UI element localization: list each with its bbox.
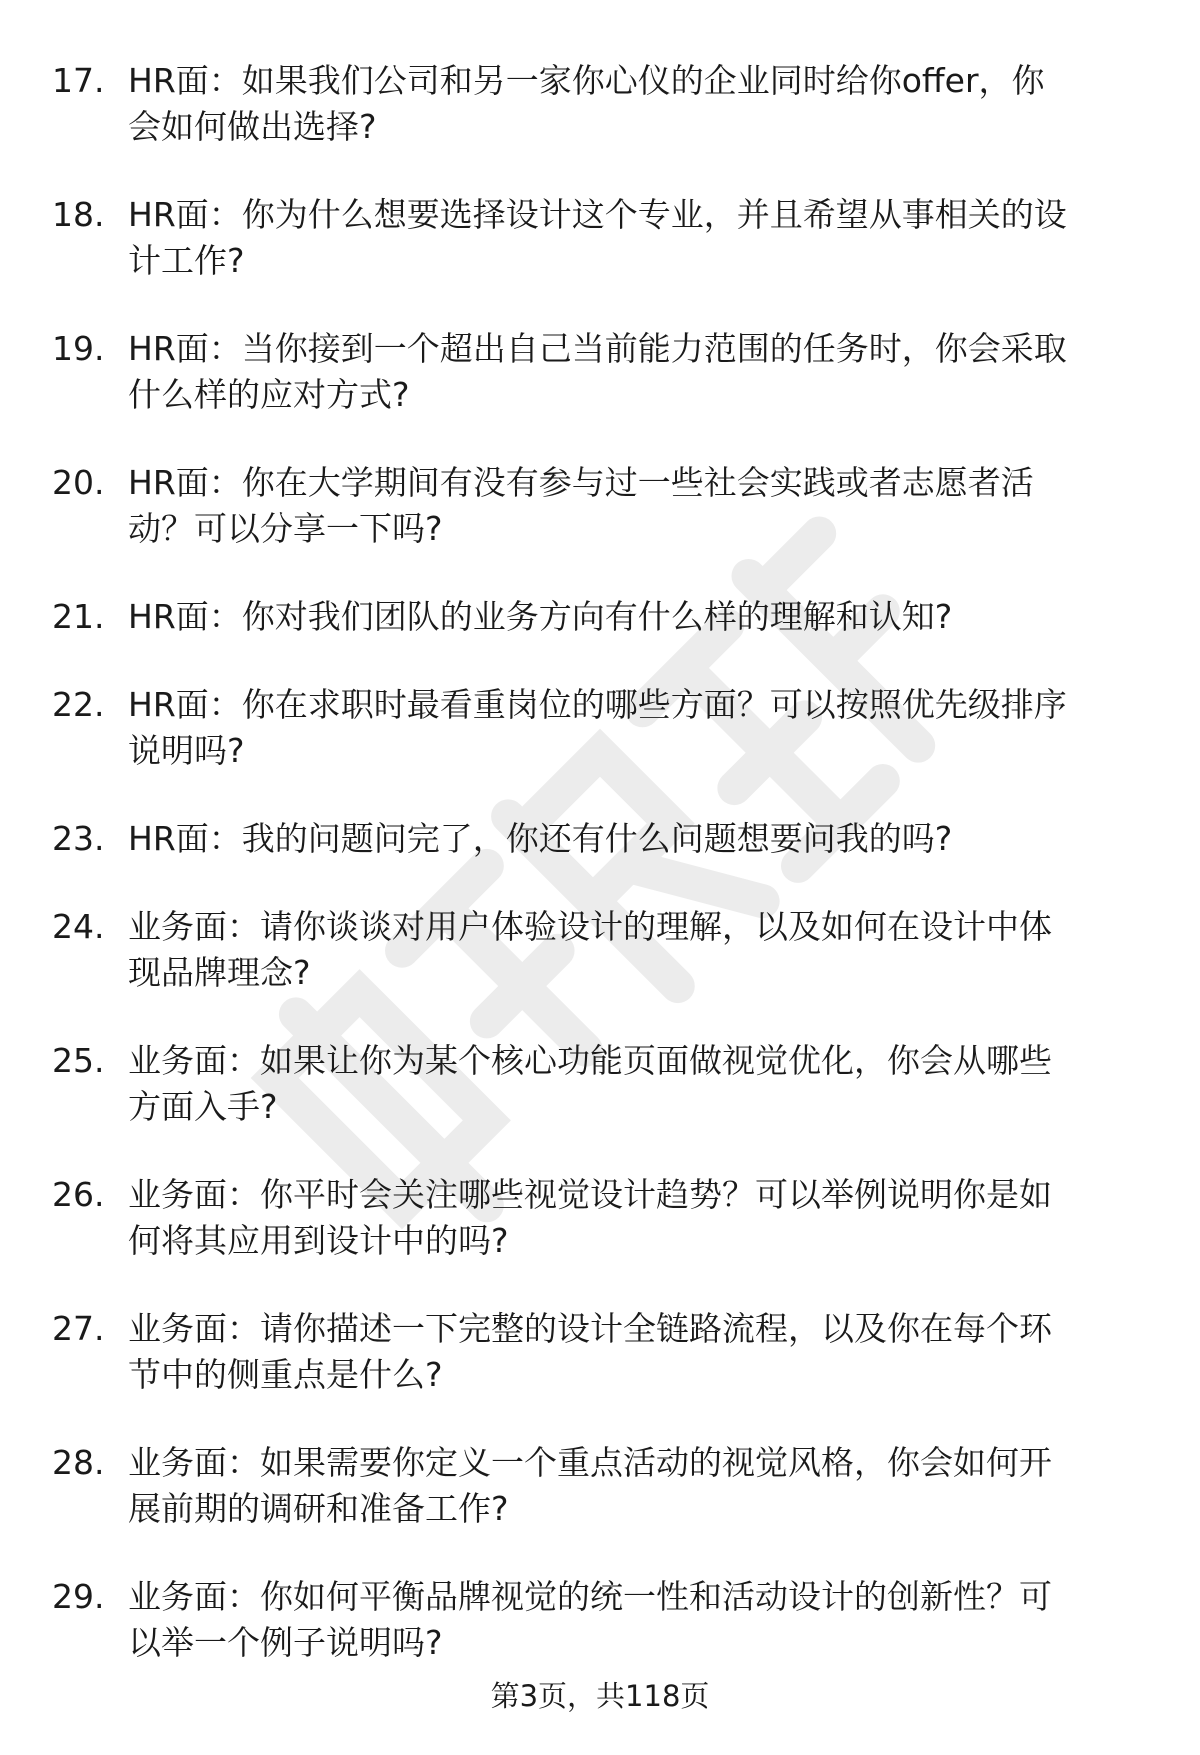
question-list (52, 58, 1152, 1708)
list-item (52, 1440, 1152, 1574)
list-item (52, 904, 1152, 1038)
question-line: 什么样的应对方式? (128, 375, 410, 414)
question-text (128, 1574, 1200, 1666)
list-item (52, 594, 1152, 682)
question-text (128, 1306, 1200, 1398)
question-number: 28. (52, 1443, 105, 1482)
question-number: 17. (52, 61, 105, 100)
question-text (128, 58, 1200, 150)
question-text (128, 326, 1200, 418)
question-line: 展前期的调研和准备工作? (128, 1489, 509, 1528)
question-number: 20. (52, 463, 105, 502)
list-item (52, 682, 1152, 816)
list-item (52, 326, 1152, 460)
question-line: 计工作? (128, 241, 245, 280)
list-item (52, 58, 1152, 192)
question-text (128, 816, 1200, 862)
question-line: HR面：你为什么想要选择设计这个专业，并且希望从事相关的设 (128, 195, 1067, 234)
question-line: HR面：你在大学期间有没有参与过一些社会实践或者志愿者活 (128, 463, 1034, 502)
question-number: 21. (52, 597, 105, 636)
question-line: 业务面：你如何平衡品牌视觉的统一性和活动设计的创新性？可 (128, 1577, 1052, 1616)
list-item (52, 1306, 1152, 1440)
list-item (52, 1172, 1152, 1306)
question-text (128, 1440, 1200, 1532)
question-line: 方面入手? (128, 1087, 278, 1126)
question-number: 29. (52, 1577, 105, 1616)
question-number: 27. (52, 1309, 105, 1348)
page-footer: 第3页，共118页 (490, 1679, 710, 1713)
question-line: HR面：当你接到一个超出自己当前能力范围的任务时，你会采取 (128, 329, 1067, 368)
question-text (128, 594, 1200, 640)
question-text (128, 1038, 1200, 1130)
question-line: 业务面：如果让你为某个核心功能页面做视觉优化，你会从哪些 (128, 1041, 1052, 1080)
question-line: 以举一个例子说明吗? (128, 1623, 443, 1662)
question-line: 现品牌理念? (128, 953, 311, 992)
question-line: 节中的侧重点是什么? (128, 1355, 443, 1394)
question-number: 24. (52, 907, 105, 946)
question-number: 23. (52, 819, 105, 858)
question-line: 业务面：请你描述一下完整的设计全链路流程，以及你在每个环 (128, 1309, 1052, 1348)
question-number: 19. (52, 329, 105, 368)
question-line: 会如何做出选择? (128, 107, 377, 146)
question-number: 18. (52, 195, 105, 234)
question-number: 25. (52, 1041, 105, 1080)
question-line: 业务面：如果需要你定义一个重点活动的视觉风格，你会如何开 (128, 1443, 1052, 1482)
question-text (128, 904, 1200, 996)
question-line: HR面：你在求职时最看重岗位的哪些方面？可以按照优先级排序 (128, 685, 1067, 724)
question-line: HR面：如果我们公司和另一家你心仪的企业同时给你offer，你 (128, 61, 1045, 100)
question-line: 动？可以分享一下吗? (128, 509, 443, 548)
question-text (128, 460, 1200, 552)
question-text (128, 192, 1200, 284)
question-line: 业务面：你平时会关注哪些视觉设计趋势？可以举例说明你是如 (128, 1175, 1052, 1214)
question-line: 何将其应用到设计中的吗? (128, 1221, 509, 1260)
question-text (128, 1172, 1200, 1264)
question-line: HR面：我的问题问完了，你还有什么问题想要问我的吗? (128, 819, 953, 858)
list-item (52, 816, 1152, 904)
question-line: 说明吗? (128, 731, 245, 770)
question-number: 22. (52, 685, 105, 724)
list-item (52, 192, 1152, 326)
question-line: HR面：你对我们团队的业务方向有什么样的理解和认知? (128, 597, 953, 636)
list-item (52, 1038, 1152, 1172)
question-line: 业务面：请你谈谈对用户体验设计的理解，以及如何在设计中体 (128, 907, 1052, 946)
question-text (128, 682, 1200, 774)
question-number: 26. (52, 1175, 105, 1214)
list-item (52, 460, 1152, 594)
